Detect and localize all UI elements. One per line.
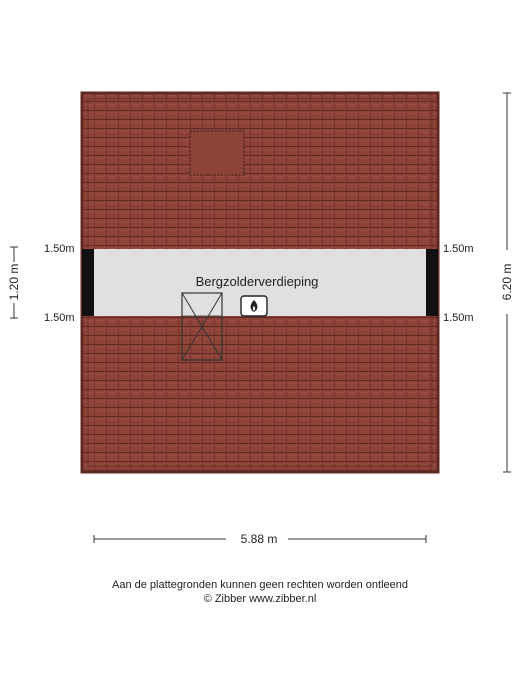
wall-left (82, 249, 94, 316)
roof-lower (82, 316, 438, 472)
dim-left-upper: 1.50m (44, 243, 75, 255)
roof-upper (82, 93, 438, 249)
dim-bottom-total: 5.88 m (240, 532, 278, 546)
room-label: Bergzolderverdieping (195, 274, 319, 289)
dim-left-lower: 1.50m (44, 312, 75, 324)
dim-right-upper: 1.50m (443, 243, 474, 255)
footer-copyright: © Zibber www.zibber.nl (203, 593, 317, 605)
dim-left-total: 1.20 m (7, 263, 21, 301)
roof-hatch (190, 131, 244, 175)
footer-disclaimer: Aan de plattegronden kunnen geen rechten worden ontleend (111, 579, 408, 591)
wall-right (426, 249, 438, 316)
dim-right-lower: 1.50m (443, 312, 474, 324)
central-heating-boiler-icon (241, 296, 267, 316)
dim-right-total: 6.20 m (500, 263, 514, 301)
